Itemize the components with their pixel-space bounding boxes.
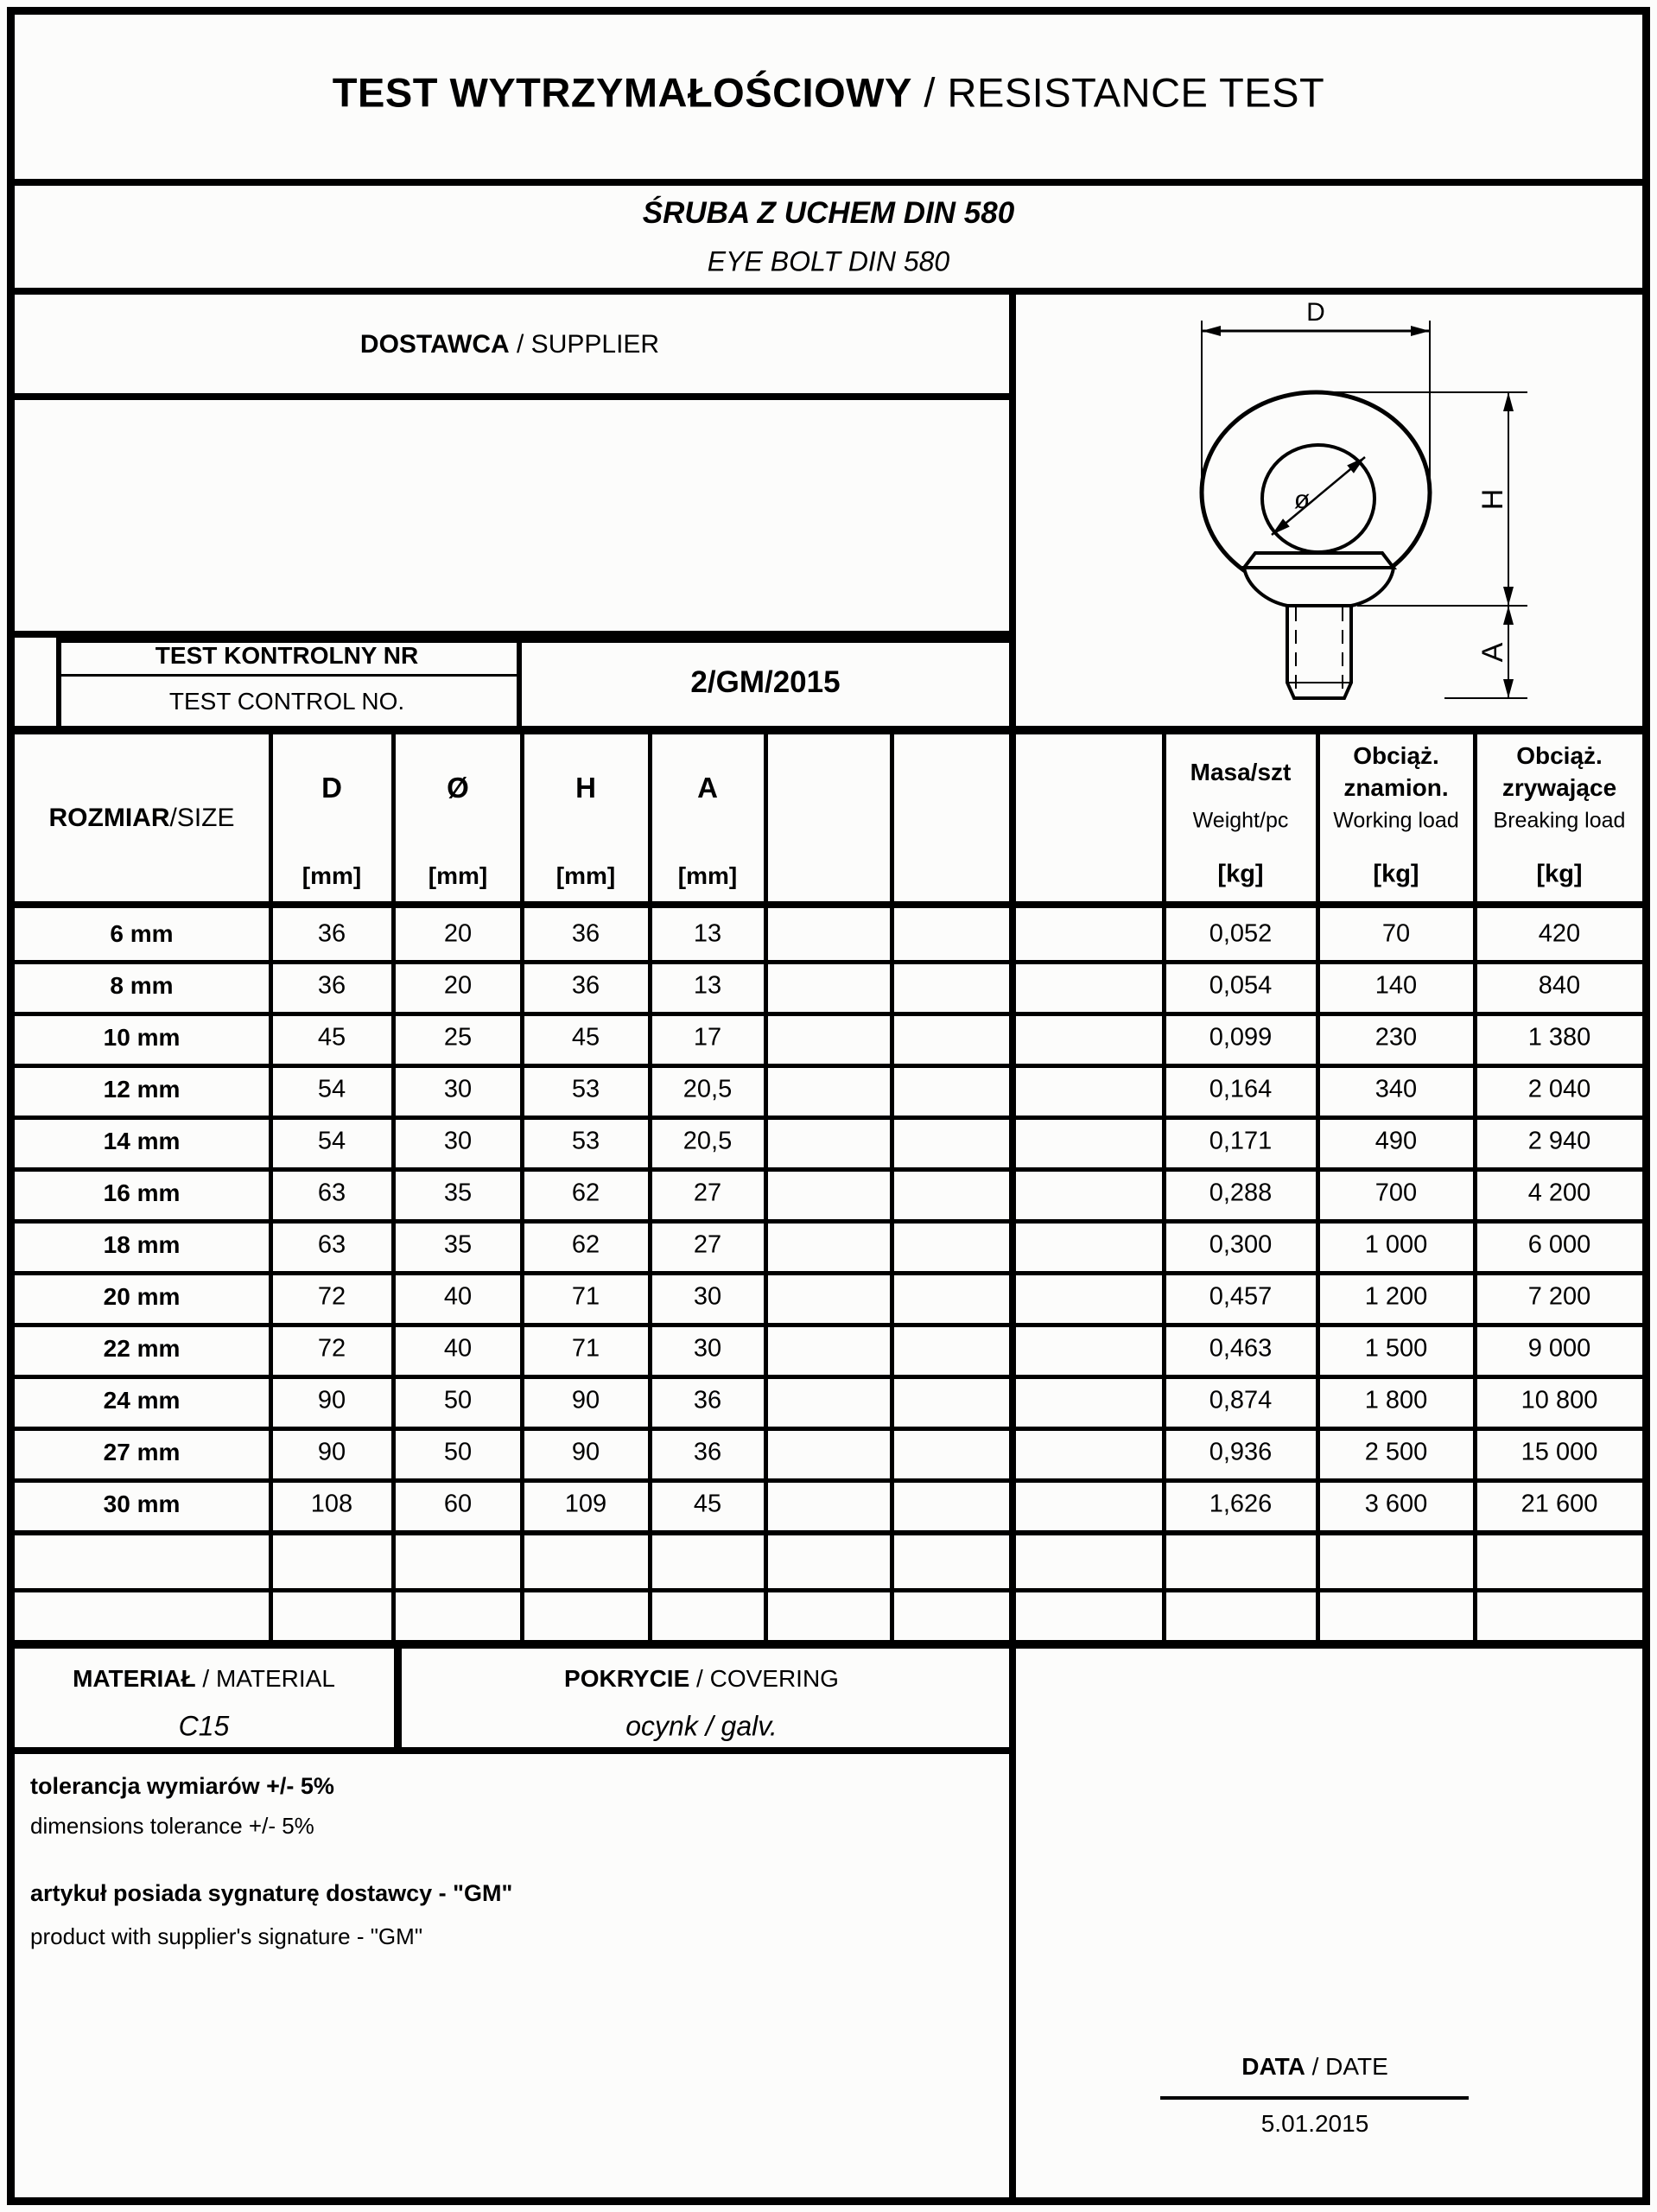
table-cell-h: 45 xyxy=(571,1023,600,1052)
table-cell-d: 36 xyxy=(317,919,346,948)
main-vertical-divider xyxy=(1009,295,1016,2198)
table-cell-working: 140 xyxy=(1374,971,1418,1000)
covering-label xyxy=(564,1665,839,1693)
column-header-a: A xyxy=(697,772,718,804)
table-row-line xyxy=(15,1064,1642,1068)
table-cell-size: 16 mm xyxy=(103,1179,181,1206)
table-cell-a: 17 xyxy=(693,1023,722,1052)
test-box-cell-divider xyxy=(517,638,522,726)
table-cell-working: 70 xyxy=(1381,919,1411,948)
table-cell-weight: 0,171 xyxy=(1209,1127,1273,1155)
table-row-line xyxy=(15,1219,1642,1224)
column-header-working-load-en: Working load xyxy=(1333,808,1459,833)
date-label-pl: DATA xyxy=(1241,2053,1305,2080)
supplier-label xyxy=(360,330,659,359)
column-unit-h: [mm] xyxy=(556,862,616,889)
dim-label-a: A xyxy=(1476,642,1509,663)
table-cell-dia: 20 xyxy=(443,919,473,948)
column-header-working-load: Obciąż. znamion. xyxy=(1343,742,1449,801)
table-cell-weight: 0,457 xyxy=(1209,1282,1273,1311)
table-cell-weight: 0,288 xyxy=(1209,1179,1273,1207)
table-cell-size: 18 mm xyxy=(103,1231,181,1258)
table-cell-h: 109 xyxy=(564,1490,607,1518)
table-cell-weight: 0,936 xyxy=(1209,1438,1273,1466)
table-cell-d: 45 xyxy=(317,1023,346,1052)
table-cell-size: 24 mm xyxy=(103,1387,181,1414)
table-cell-breaking: 15 000 xyxy=(1521,1438,1598,1466)
material-covering-divider xyxy=(394,1649,402,1754)
note-tolerance-en: dimensions tolerance +/- 5% xyxy=(30,1813,314,1839)
table-cell-breaking: 10 800 xyxy=(1521,1386,1598,1414)
table-cell-d: 90 xyxy=(317,1438,346,1466)
column-unit-working-load: [kg] xyxy=(1373,860,1419,888)
test-box-left-border xyxy=(56,638,61,726)
table-cell-a: 20,5 xyxy=(682,1127,733,1155)
table-cell-h: 62 xyxy=(571,1179,600,1207)
table-row-line xyxy=(15,1478,1642,1483)
table-row-line xyxy=(15,1271,1642,1275)
table-cell-breaking: 7 200 xyxy=(1527,1282,1591,1311)
column-header-dia: Ø xyxy=(447,772,469,804)
material-box-bottom-border xyxy=(15,1747,1016,1754)
table-cell-h: 53 xyxy=(571,1075,600,1103)
table-cell-a: 27 xyxy=(693,1179,722,1207)
subtitle-pl: ŚRUBA Z UCHEM DIN 580 xyxy=(642,196,1015,230)
table-cell-size: 8 mm xyxy=(110,972,174,999)
table-cell-breaking: 840 xyxy=(1538,971,1581,1000)
table-cell-h: 36 xyxy=(571,971,600,1000)
material-value: C15 xyxy=(178,1710,230,1742)
table-cell-dia: 35 xyxy=(443,1230,473,1259)
divider-supplier-label-bottom xyxy=(15,393,1009,400)
table-cell-a: 13 xyxy=(693,919,722,948)
note-signature-pl: artykuł posiada sygnaturę dostawcy - "GM" xyxy=(30,1880,513,1906)
table-cell-working: 2 500 xyxy=(1364,1438,1428,1466)
table-column-line xyxy=(269,734,273,1640)
table-cell-working: 700 xyxy=(1374,1179,1418,1207)
table-cell-weight: 0,052 xyxy=(1209,919,1273,948)
table-cell-breaking: 1 380 xyxy=(1527,1023,1591,1052)
table-cell-breaking: 2 040 xyxy=(1527,1075,1591,1103)
table-cell-weight: 0,099 xyxy=(1209,1023,1273,1052)
table-cell-h: 36 xyxy=(571,919,600,948)
dim-label-diameter: ø xyxy=(1293,486,1311,514)
table-cell-a: 27 xyxy=(693,1230,722,1259)
table-cell-weight: 0,054 xyxy=(1209,971,1273,1000)
table-cell-breaking: 420 xyxy=(1538,919,1581,948)
table-cell-weight: 0,874 xyxy=(1209,1386,1273,1414)
table-cell-weight: 0,164 xyxy=(1209,1075,1273,1103)
table-cell-dia: 50 xyxy=(443,1386,473,1414)
table-cell-d: 36 xyxy=(317,971,346,1000)
material-label-en: / MATERIAL xyxy=(195,1665,335,1692)
table-cell-dia: 30 xyxy=(443,1127,473,1155)
eye-bolt-drawing xyxy=(1016,295,1642,726)
table-cell-a: 30 xyxy=(693,1334,722,1363)
table-cell-working: 340 xyxy=(1374,1075,1418,1103)
column-header-weight-en: Weight/pc xyxy=(1192,808,1289,833)
table-row-line xyxy=(15,1530,1642,1535)
table-column-line xyxy=(764,734,768,1640)
column-header-breaking-load: Obciąż. zrywające xyxy=(1501,742,1617,801)
table-cell-size: 6 mm xyxy=(110,920,174,947)
note-tolerance-pl: tolerancja wymiarów +/- 5% xyxy=(30,1773,334,1799)
table-cell-size: 12 mm xyxy=(103,1076,181,1103)
table-column-line xyxy=(1473,734,1477,1640)
table-cell-breaking: 9 000 xyxy=(1527,1334,1591,1363)
table-cell-d: 108 xyxy=(310,1490,353,1518)
shank xyxy=(1287,606,1351,698)
test-control-label-en: TEST CONTROL NO. xyxy=(168,688,405,715)
table-cell-size: 30 mm xyxy=(103,1491,181,1517)
table-cell-dia: 20 xyxy=(443,971,473,1000)
table-bottom-border xyxy=(15,1640,1642,1649)
table-column-line xyxy=(648,734,652,1640)
supplier-label-en: / SUPPLIER xyxy=(509,330,660,359)
table-cell-h: 71 xyxy=(571,1282,600,1311)
date-label xyxy=(1241,2053,1388,2081)
table-cell-working: 230 xyxy=(1374,1023,1418,1052)
divider-supplier-box-bottom xyxy=(15,631,1009,638)
table-cell-breaking: 21 600 xyxy=(1521,1490,1598,1518)
column-header-breaking-load-en: Breaking load xyxy=(1493,808,1626,833)
table-row-line xyxy=(15,1427,1642,1431)
table-row-line xyxy=(15,1323,1642,1327)
dim-label-h: H xyxy=(1476,488,1509,511)
table-cell-a: 45 xyxy=(693,1490,722,1518)
table-cell-breaking: 4 200 xyxy=(1527,1179,1591,1207)
collar-band xyxy=(1244,553,1394,568)
table-header-bottom-border xyxy=(15,901,1642,908)
table-cell-size: 14 mm xyxy=(103,1128,181,1154)
column-unit-weight: [kg] xyxy=(1217,860,1264,888)
table-column-line xyxy=(391,734,396,1640)
table-cell-size: 10 mm xyxy=(103,1024,181,1051)
table-cell-working: 1 500 xyxy=(1364,1334,1428,1363)
column-header-weight: Masa/szt xyxy=(1190,758,1292,785)
covering-label-pl: POKRYCIE xyxy=(564,1665,690,1692)
date-label-en: / DATE xyxy=(1305,2053,1388,2080)
table-cell-dia: 60 xyxy=(443,1490,473,1518)
table-cell-breaking: 2 940 xyxy=(1527,1127,1591,1155)
table-cell-working: 1 000 xyxy=(1364,1230,1428,1259)
table-row-line xyxy=(15,1167,1642,1172)
column-unit-a: [mm] xyxy=(677,862,738,889)
table-cell-h: 62 xyxy=(571,1230,600,1259)
table-cell-h: 53 xyxy=(571,1127,600,1155)
table-cell-d: 72 xyxy=(317,1334,346,1363)
table-cell-a: 36 xyxy=(693,1386,722,1414)
test-control-number: 2/GM/2015 xyxy=(690,665,841,699)
page-title xyxy=(333,69,1324,117)
table-cell-size: 20 mm xyxy=(103,1283,181,1310)
material-label-pl: MATERIAŁ xyxy=(73,1665,196,1692)
test-box-thin-divider xyxy=(61,674,517,677)
column-unit-breaking-load: [kg] xyxy=(1536,860,1583,888)
table-cell-d: 54 xyxy=(317,1127,346,1155)
table-cell-dia: 50 xyxy=(443,1438,473,1466)
table-cell-working: 1 200 xyxy=(1364,1282,1428,1311)
ring-hole xyxy=(1262,445,1374,552)
table-row-line xyxy=(15,960,1642,964)
table-row-line xyxy=(15,1375,1642,1379)
table-cell-dia: 40 xyxy=(443,1334,473,1363)
table-cell-dia: 35 xyxy=(443,1179,473,1207)
size-header-en: /SIZE xyxy=(169,804,235,832)
table-cell-dia: 30 xyxy=(443,1075,473,1103)
table-column-line xyxy=(520,734,524,1640)
table-cell-weight: 0,300 xyxy=(1209,1230,1273,1259)
size-column-header xyxy=(49,804,235,833)
table-top-border xyxy=(15,726,1642,734)
shoulder xyxy=(1244,568,1394,606)
table-cell-h: 71 xyxy=(571,1334,600,1363)
table-cell-size: 22 mm xyxy=(103,1335,181,1362)
date-value: 5.01.2015 xyxy=(1260,2110,1369,2137)
table-cell-a: 13 xyxy=(693,971,722,1000)
table-cell-d: 54 xyxy=(317,1075,346,1103)
table-row-line xyxy=(15,1588,1642,1592)
size-header-pl: ROZMIAR xyxy=(48,804,170,832)
column-header-h: H xyxy=(575,772,596,804)
divider-subtitle-bottom xyxy=(15,288,1642,295)
table-row-line xyxy=(15,1012,1642,1016)
table-column-line xyxy=(890,734,894,1640)
dim-label-d: D xyxy=(1306,298,1325,327)
table-cell-working: 1 800 xyxy=(1364,1386,1428,1414)
column-unit-dia: [mm] xyxy=(428,862,488,889)
table-cell-weight: 0,463 xyxy=(1209,1334,1273,1363)
table-cell-weight: 1,626 xyxy=(1209,1490,1273,1518)
divider-title-bottom xyxy=(15,179,1642,186)
table-column-line xyxy=(1162,734,1166,1640)
page-title-en: / RESISTANCE TEST xyxy=(911,69,1325,116)
covering-label-en: / COVERING xyxy=(689,1665,839,1692)
table-cell-h: 90 xyxy=(571,1438,600,1466)
table-cell-d: 63 xyxy=(317,1230,346,1259)
test-control-label-pl: TEST KONTROLNY NR xyxy=(155,642,419,669)
column-header-d: D xyxy=(321,772,342,804)
covering-value: ocynk / galv. xyxy=(625,1710,778,1742)
table-cell-size: 27 mm xyxy=(103,1439,181,1465)
table-cell-dia: 40 xyxy=(443,1282,473,1311)
table-cell-h: 90 xyxy=(571,1386,600,1414)
table-cell-d: 63 xyxy=(317,1179,346,1207)
page-title-pl: TEST WYTRZYMAŁOŚCIOWY xyxy=(332,69,912,116)
table-cell-d: 90 xyxy=(317,1386,346,1414)
table-cell-breaking: 6 000 xyxy=(1527,1230,1591,1259)
material-label xyxy=(73,1665,335,1693)
subtitle-en: EYE BOLT DIN 580 xyxy=(707,245,950,277)
supplier-label-pl: DOSTAWCA xyxy=(359,330,510,359)
note-signature-en: product with supplier's signature - "GM" xyxy=(30,1923,423,1949)
date-underline xyxy=(1160,2096,1469,2100)
table-cell-working: 490 xyxy=(1374,1127,1418,1155)
table-column-line xyxy=(1316,734,1320,1640)
table-cell-d: 72 xyxy=(317,1282,346,1311)
table-row-line xyxy=(15,1116,1642,1120)
table-cell-dia: 25 xyxy=(443,1023,473,1052)
table-cell-a: 36 xyxy=(693,1438,722,1466)
table-cell-a: 30 xyxy=(693,1282,722,1311)
column-unit-d: [mm] xyxy=(302,862,362,889)
table-cell-working: 3 600 xyxy=(1364,1490,1428,1518)
table-cell-a: 20,5 xyxy=(682,1075,733,1103)
